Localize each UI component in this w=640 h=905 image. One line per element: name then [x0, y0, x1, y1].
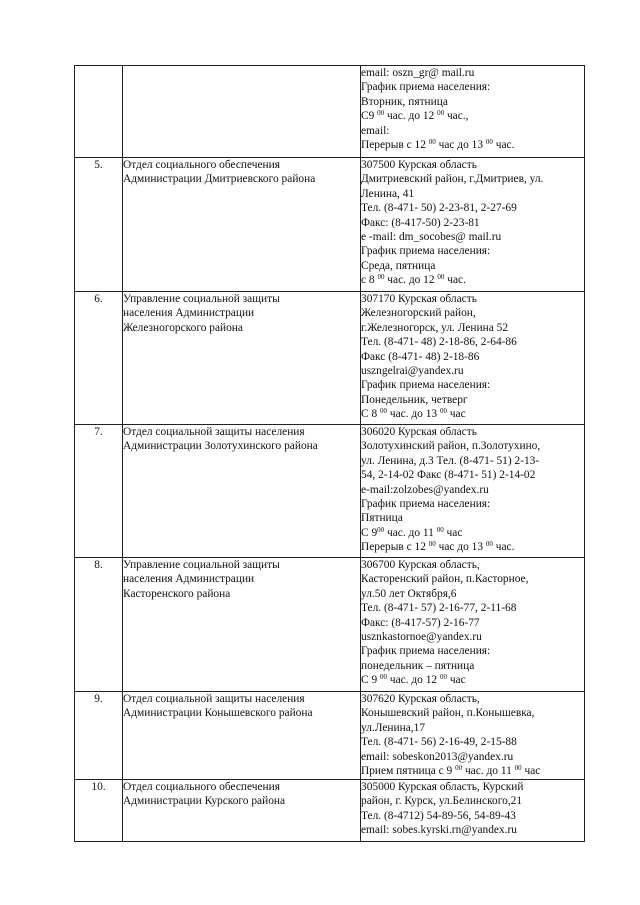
contact-text: 305000 Курская область, Курский	[361, 781, 524, 793]
department-name-line: Администрации Дмитриевского района	[123, 173, 316, 186]
contact-line	[361, 244, 584, 258]
contact-line	[361, 483, 584, 497]
contact-line	[361, 468, 584, 482]
contact-text: час.	[492, 541, 515, 554]
time-superscript: 00	[437, 109, 445, 118]
contact-text: час.	[492, 139, 515, 152]
contact-text: Касторенский район, п.Касторное,	[361, 573, 529, 586]
table-row	[75, 158, 585, 292]
contact-text: С 9	[361, 526, 378, 539]
contact-text: понедельник – пятница	[361, 659, 475, 672]
department-name	[123, 558, 361, 692]
row-number: 10.	[75, 780, 123, 842]
contact-text: email: oszn_gr@ mail.ru	[361, 67, 475, 79]
row-number: 6.	[75, 292, 123, 425]
contact-text: График приема населения:	[361, 498, 491, 511]
contact-text: Тел. (8-471- 50) 2-23-81, 2-27-69	[361, 202, 517, 215]
contact-line	[361, 439, 584, 453]
time-superscript: 00	[377, 273, 385, 282]
contact-line	[361, 364, 584, 378]
table-row	[75, 780, 585, 842]
contact-line	[361, 558, 584, 572]
row-number: 5.	[75, 158, 123, 292]
contact-line	[361, 158, 584, 172]
social-services-table	[74, 65, 585, 842]
contact-line	[361, 706, 584, 720]
contact-text: Тел. (8-471- 57) 2-16-77, 2-11-68	[361, 602, 517, 615]
contact-line	[361, 187, 584, 201]
time-superscript: 00	[439, 407, 447, 416]
contact-line	[361, 292, 584, 306]
contact-text: час. до 12	[384, 110, 438, 123]
row-number: 7.	[75, 425, 123, 558]
time-superscript: 00	[377, 525, 385, 534]
contact-text: район, г. Курск, ул.Белинского,21	[361, 795, 523, 808]
contact-line	[361, 735, 584, 749]
contact-text: Золотухинский район, п.Золотухино,	[361, 440, 541, 453]
contact-text: Тел. (8-471- 56) 2-16-49, 2-15-88	[361, 736, 517, 749]
contact-text: Факс: (8-417-57) 2-16-77	[361, 616, 480, 629]
contact-line	[361, 659, 584, 673]
contact-line	[361, 794, 584, 808]
contact-text: час до 13	[435, 139, 486, 152]
table-row	[75, 66, 585, 158]
department-name-line: Управление социальной защиты	[123, 559, 280, 571]
contact-text: час	[521, 765, 541, 778]
contact-line	[361, 80, 584, 94]
contact-text: Среда, пятница	[361, 259, 436, 272]
contact-line	[361, 230, 584, 244]
contact-text: г.Железногорск, ул. Ленина 52	[361, 321, 509, 334]
contact-text: час. до 12	[387, 674, 440, 687]
row-number: 8.	[75, 558, 123, 692]
row-number: 9.	[75, 692, 123, 780]
department-name-line: Администрации Курского района	[123, 795, 286, 808]
contact-text: Железногорский район,	[361, 307, 476, 320]
time-superscript: 00	[428, 540, 436, 549]
contact-line	[361, 526, 584, 540]
contact-line	[361, 673, 584, 687]
contact-line	[361, 630, 584, 644]
contact-text: С 8	[361, 408, 380, 421]
time-superscript: 00	[380, 673, 387, 682]
contact-line	[361, 616, 584, 630]
department-name-line: Отдел социальной защиты населения	[123, 426, 305, 438]
contact-text: Конышевский район, п.Конышевка,	[361, 707, 535, 720]
contact-text: 307620 Курская область,	[361, 693, 480, 705]
contact-details	[361, 780, 585, 842]
contact-text: e -mail: dm_socobes@ mail.ru	[361, 231, 502, 244]
contact-line	[361, 721, 584, 735]
department-name	[123, 692, 361, 780]
contact-text: час	[443, 526, 463, 539]
contact-line	[361, 216, 584, 230]
department-name-line: Администрации Золотухинского района	[123, 440, 318, 453]
department-name-line: Отдел социального обеспечения	[123, 159, 280, 171]
contact-text: час.,	[444, 110, 469, 123]
contact-line	[361, 454, 584, 468]
contact-line	[361, 511, 584, 525]
contact-text: 306020 Курская область	[361, 426, 477, 438]
contact-text: Перерыв с 12	[361, 139, 429, 152]
contact-line	[361, 393, 584, 407]
department-name-line: Отдел социальной защиты населения	[123, 693, 305, 705]
contact-line	[361, 809, 584, 823]
contact-text: Прием пятница с 9	[361, 765, 456, 778]
contact-details	[361, 292, 585, 425]
department-name	[123, 425, 361, 558]
contact-text: Факс (8-471- 48) 2-18-86	[361, 350, 480, 363]
contact-line	[361, 66, 584, 80]
department-name-line: Управление социальной защиты	[123, 293, 280, 305]
time-superscript: 00	[428, 138, 436, 147]
contact-line	[361, 138, 584, 152]
contact-line	[361, 109, 584, 123]
contact-text: usznkastornoe@yandex.ru	[361, 631, 482, 644]
contact-line	[361, 497, 584, 511]
contact-text: 307500 Курская область	[361, 159, 477, 171]
contact-line	[361, 407, 584, 421]
department-name-line: Железногорского района	[123, 321, 243, 334]
contact-text: Вторник, пятница	[361, 95, 448, 108]
contact-line	[361, 823, 584, 837]
contact-text: 54, 2-14-02 Факс (8-471- 51) 2-14-02	[361, 469, 536, 482]
contact-line	[361, 764, 584, 778]
contact-line	[361, 350, 584, 364]
department-name-line: населения Администрации	[123, 573, 255, 586]
row-number	[75, 66, 123, 158]
table-row	[75, 558, 585, 692]
department-name	[123, 66, 361, 158]
contact-text: Пятница	[361, 512, 403, 525]
contact-text: Тел. (8-4712) 54-89-56, 54-89-43	[361, 809, 516, 822]
time-superscript: 00	[485, 540, 493, 549]
department-name-line: населения Администрации	[123, 307, 255, 320]
contact-details	[361, 692, 585, 780]
contact-line	[361, 172, 584, 186]
contact-line	[361, 201, 584, 215]
contact-line	[361, 95, 584, 109]
contact-text: Перерыв с 12	[361, 541, 429, 554]
time-superscript: 00	[436, 525, 444, 534]
contact-text: График приема населения:	[361, 81, 491, 94]
contact-line	[361, 587, 584, 601]
contact-text: час до 13	[435, 541, 486, 554]
contact-text: час. до 11	[462, 765, 515, 778]
contact-text: С 9	[361, 674, 380, 687]
contact-details	[361, 558, 585, 692]
time-superscript: 00	[514, 764, 522, 773]
department-name-line: Отдел социального обеспечения	[123, 781, 280, 793]
contact-line	[361, 644, 584, 658]
contact-line	[361, 601, 584, 615]
department-name	[123, 158, 361, 292]
contact-text: email: sobeskon2013@yandex.ru	[361, 750, 514, 763]
contact-details	[361, 66, 585, 158]
contact-text: email:	[361, 124, 390, 137]
contact-details	[361, 158, 585, 292]
contact-line	[361, 378, 584, 392]
contact-text: e-mail:zolzobes@yandex.ru	[361, 483, 489, 496]
table-row	[75, 425, 585, 558]
contact-text: Факс: (8-417-50) 2-23-81	[361, 216, 480, 229]
department-name	[123, 292, 361, 425]
contact-line	[361, 780, 584, 794]
time-superscript: 00	[455, 764, 463, 773]
contact-text: Ленина, 41	[361, 187, 415, 200]
contact-line	[361, 425, 584, 439]
contact-text: 307170 Курская область	[361, 293, 477, 305]
contact-text: час.	[444, 274, 466, 287]
time-superscript: 00	[437, 273, 445, 282]
contact-line	[361, 321, 584, 335]
contact-line	[361, 259, 584, 273]
contact-text: ул.50 лет Октября,6	[361, 587, 457, 600]
contact-text: График приема населения:	[361, 245, 491, 258]
contact-details	[361, 425, 585, 558]
contact-line	[361, 540, 584, 554]
contact-text: ул.Ленина,17	[361, 721, 426, 734]
contact-text: Тел. (8-471- 48) 2-18-86, 2-64-86	[361, 336, 517, 349]
contact-line	[361, 750, 584, 764]
table-row	[75, 692, 585, 780]
contact-line	[361, 692, 584, 706]
contact-text: час	[446, 408, 466, 421]
contact-text: Понедельник, четверг	[361, 393, 468, 406]
contact-text: email: sobes.kyrski.rn@yandex.ru	[361, 824, 518, 837]
contact-text: uszngelrai@yandex.ru	[361, 365, 464, 378]
contact-line	[361, 124, 584, 138]
contact-text: час. до 12	[384, 274, 438, 287]
time-superscript: 00	[377, 109, 385, 118]
contact-line	[361, 335, 584, 349]
table-row	[75, 292, 585, 425]
contact-text: час	[446, 674, 466, 687]
contact-line	[361, 306, 584, 320]
contact-text: Дмитриевский район, г.Дмитриев, ул.	[361, 173, 544, 186]
contact-text: График приема населения:	[361, 379, 491, 392]
contact-text: час. до 13	[387, 408, 440, 421]
contact-line	[361, 572, 584, 586]
contact-text: 306700 Курская область,	[361, 559, 480, 571]
contact-text: С9	[361, 110, 378, 123]
contact-text: с 8	[361, 274, 378, 287]
time-superscript: 00	[439, 673, 447, 682]
department-name-line: Касторенского района	[123, 587, 231, 600]
department-name	[123, 780, 361, 842]
contact-text: час. до 11	[384, 526, 437, 539]
time-superscript: 00	[380, 407, 387, 416]
time-superscript: 00	[485, 138, 493, 147]
contact-text: ул. Ленина, д.3 Тел. (8-471- 51) 2-13-	[361, 454, 540, 467]
contact-text: График приема населения:	[361, 645, 491, 658]
department-name-line: Администрации Конышевского района	[123, 707, 313, 720]
contact-line	[361, 273, 584, 287]
table-body	[75, 66, 585, 842]
